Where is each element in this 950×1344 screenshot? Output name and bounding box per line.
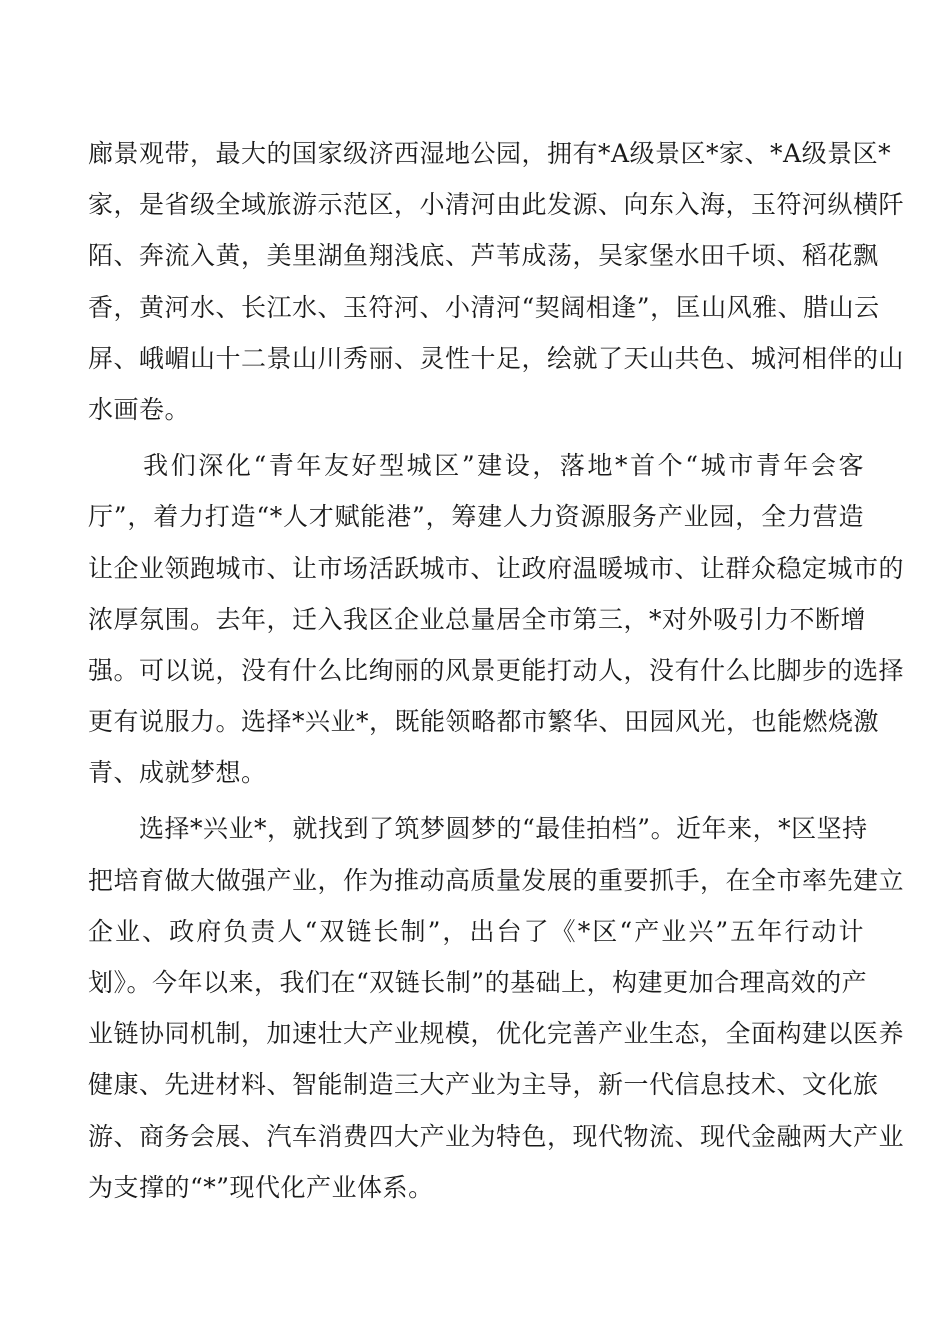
- text-line: 我们深化“青年友好型城区”建设，落地*首个“城市青年会客: [88, 451, 864, 481]
- text-line: 家，是省级全域旅游示范区，小清河由此发源、向东入海，玉符河纵横阡: [88, 190, 905, 220]
- text-line: 健康、先进材料、智能制造三大产业为主导，新一代信息技术、文化旅: [88, 1070, 879, 1100]
- text-line: 让企业领跑城市、让市场活跃城市、让政府温暖城市、让群众稳定城市的: [88, 553, 905, 583]
- text-line: 划》。今年以来，我们在“双链长制”的基础上，构建更加合理高效的产: [88, 968, 868, 997]
- text-line: 屏、峨嵋山十二景山川秀丽、灵性十足，绘就了天山共色、城河相伴的山: [88, 343, 905, 373]
- text-line: 强。可以说，没有什么比绚丽的风景更能打动人，没有什么比脚步的选择: [88, 655, 905, 685]
- text-line: 水画卷。: [88, 394, 191, 424]
- text-line: 香，黄河水、长江水、玉符河、小清河“契阔相逢”，匡山风雅、腊山云: [88, 292, 880, 322]
- text-line: 把培育做大做强产业，作为推动高质量发展的重要抓手，在全市率先建立: [88, 865, 905, 895]
- text-line: 青、成就梦想。: [88, 758, 267, 788]
- text-line: 为支撑的“*”现代化产业体系。: [88, 1172, 434, 1202]
- text-line: 厅”，着力打造“*人才赋能港”，筹建人力资源服务产业园，全力营造: [88, 502, 864, 532]
- text-line: 企业、政府负责人“双链长制”，出台了《*区“产业兴”五年行动计: [88, 916, 864, 946]
- text-line: 廊景观带，最大的国家级济西湿地公园，拥有*A级景区*家、*A级景区*: [88, 139, 892, 168]
- document-body: [88, 128, 905, 1213]
- text-line: 更有说服力。选择*兴业*，既能领略都市繁华、田园风光，也能燃烧激: [88, 707, 880, 737]
- text-line: 陌、奔流入黄，美里湖鱼翔浅底、芦苇成荡，吴家堡水田千顷、稻花飘: [88, 241, 879, 271]
- paragraph-industry: [88, 803, 905, 1213]
- text-line: 业链协同机制，加速壮大产业规模，优化完善产业生态，全面构建以医养: [88, 1019, 905, 1049]
- paragraph-scenery: [88, 128, 905, 435]
- text-line: 浓厚氛围。去年，迁入我区企业总量居全市第三，*对外吸引力不断增: [88, 604, 867, 634]
- text-line: 游、商务会展、汽车消费四大产业为特色，现代物流、现代金融两大产业: [88, 1121, 905, 1151]
- paragraph-youth-friendly: [88, 440, 905, 798]
- text-line: 选择*兴业*，就找到了筑梦圆梦的“最佳拍档”。近年来，*区坚持: [88, 814, 868, 844]
